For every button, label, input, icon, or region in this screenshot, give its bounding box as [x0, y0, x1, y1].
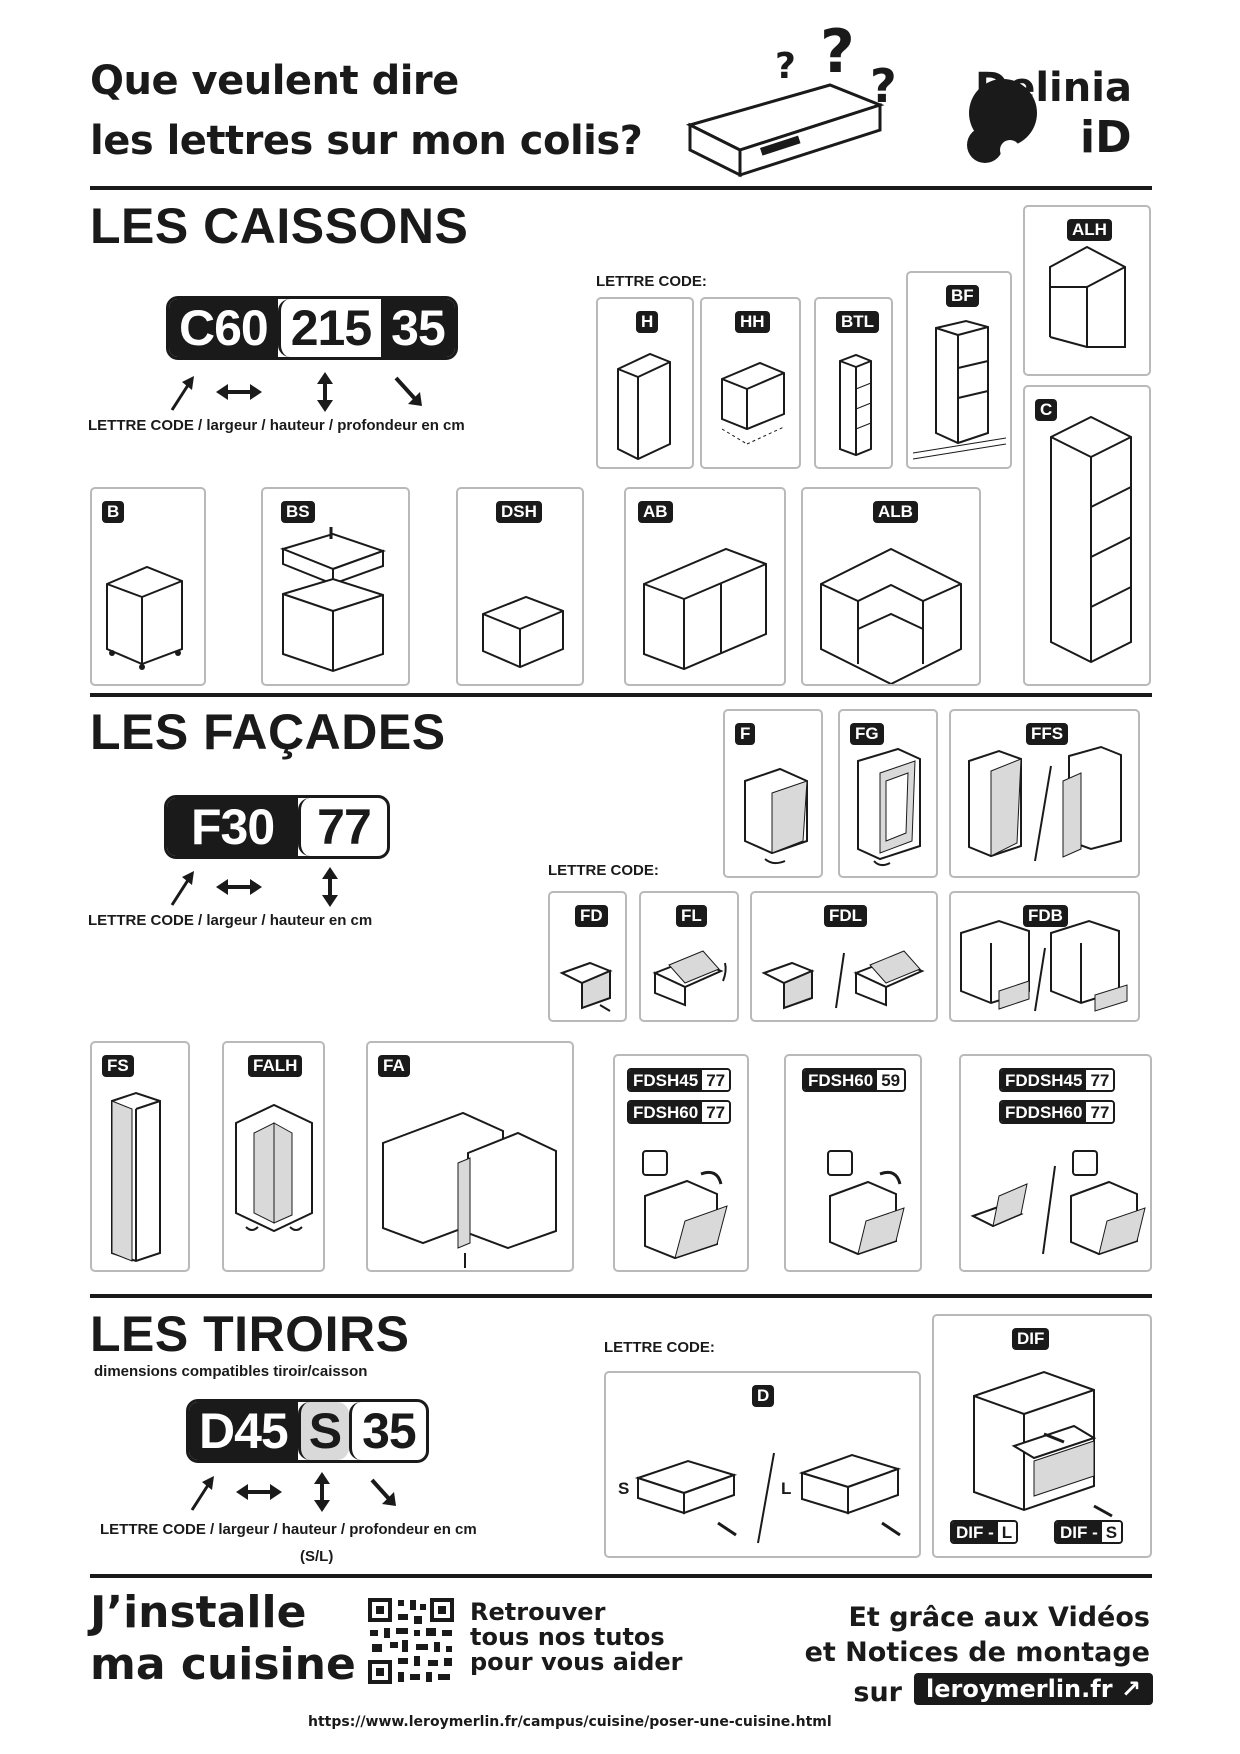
section-title-caissons: LES CAISSONS: [90, 198, 469, 254]
page-title-line1: Que veulent dire: [90, 58, 459, 104]
card-fdb: [949, 891, 1140, 1022]
drawer-code-caption-2: (S/L): [300, 1548, 334, 1565]
card-fd: [548, 891, 627, 1022]
qr-code[interactable]: [366, 1596, 456, 1686]
tag-dsh: DSH: [496, 501, 542, 523]
tag-dif: DIF: [1012, 1328, 1049, 1350]
install-line2: ma cuisine: [90, 1639, 356, 1690]
card-dsh: [456, 487, 584, 686]
tag-fa: FA: [378, 1055, 410, 1077]
card-fg: [838, 709, 938, 878]
card-c: [1023, 385, 1151, 686]
code-width: 215: [278, 299, 381, 357]
card-fdl: [750, 891, 938, 1022]
code-height: S: [298, 1402, 349, 1460]
card-bs: [261, 487, 410, 686]
dishwasher-code: FDSH60 59: [802, 1068, 906, 1092]
tutos-line2: tous nos tutos: [470, 1623, 665, 1651]
right-line1: Et grâce aux Vidéos: [848, 1602, 1150, 1633]
dimension-arrows: [180, 1470, 430, 1520]
page-title-line2: les lettres sur mon colis?: [90, 118, 643, 164]
drawer-code-caption: LETTRE CODE / largeur / hauteur / profondeur en cm: [100, 1521, 477, 1538]
tag-alh: ALH: [1067, 219, 1112, 241]
caisson-code-caption: LETTRE CODE / largeur / hauteur / profondeur en cm: [88, 417, 465, 434]
dif-code-l: DIF - L: [950, 1520, 1018, 1544]
divider: [90, 1294, 1152, 1298]
code-letter: F30: [167, 798, 298, 856]
tag-c: C: [1035, 399, 1057, 421]
tag-fl: FL: [676, 905, 707, 927]
tutos-line3: pour vous aider: [470, 1648, 683, 1676]
right-sur: sur: [853, 1677, 902, 1708]
lettre-code-label: LETTRE CODE:: [596, 273, 707, 290]
card-ffs: [949, 709, 1140, 878]
divider: [90, 693, 1152, 697]
card-dishwasher-1: [613, 1054, 749, 1272]
caisson-code-example: [166, 296, 458, 360]
tag-ffs: FFS: [1026, 723, 1068, 745]
dishwasher-code: FDDSH45 77: [999, 1068, 1115, 1092]
card-falh: [222, 1041, 325, 1272]
card-bf: [906, 271, 1012, 469]
package-question-illustration: [680, 10, 960, 180]
card-alh: [1023, 205, 1151, 376]
dishwasher-code: FDDSH60 77: [999, 1100, 1115, 1124]
dishwasher-code: FDSH60 77: [627, 1100, 731, 1124]
dif-code-s: DIF - S: [1054, 1520, 1123, 1544]
tag-fs: FS: [102, 1055, 134, 1077]
card-alb: [801, 487, 981, 686]
tag-d: D: [752, 1385, 774, 1407]
tag-ab: AB: [638, 501, 673, 523]
code-letter: D45: [189, 1402, 298, 1460]
card-hh: [700, 297, 801, 469]
right-line2: et Notices de montage: [804, 1637, 1150, 1668]
card-h: [596, 297, 694, 469]
card-ab: [624, 487, 786, 686]
divider: [90, 1574, 1152, 1578]
size-s-label: S: [618, 1479, 630, 1498]
tag-alb: ALB: [873, 501, 918, 523]
leroymerlin-link-button[interactable]: [914, 1673, 1153, 1705]
svg-text:?: ?: [870, 59, 897, 113]
card-fs: [90, 1041, 190, 1272]
tag-falh: FALH: [248, 1055, 302, 1077]
svg-text:?: ?: [775, 46, 796, 87]
facade-code-caption: LETTRE CODE / largeur / hauteur en cm: [88, 912, 373, 929]
card-fa: [366, 1041, 574, 1272]
dishwasher-code: FDSH45 77: [627, 1068, 731, 1092]
site-label: leroymerlin.fr: [926, 1675, 1113, 1703]
tag-fd: FD: [575, 905, 608, 927]
tag-hh: HH: [735, 311, 770, 333]
brand-sub: iD: [1080, 112, 1132, 163]
card-fl: [639, 891, 739, 1022]
card-b: [90, 487, 206, 686]
tag-btl: BTL: [836, 311, 879, 333]
lettre-code-label: LETTRE CODE:: [548, 862, 659, 879]
tutos-line1: Retrouver: [470, 1598, 606, 1626]
tag-bf: BF: [946, 285, 979, 307]
code-letter: C60: [169, 299, 278, 357]
lettre-code-label: LETTRE CODE:: [604, 1339, 715, 1356]
tag-h: H: [636, 311, 658, 333]
card-dishwasher-3: [959, 1054, 1152, 1272]
size-l-label: L: [781, 1479, 792, 1498]
code-depth: 35: [349, 1402, 426, 1460]
drawer-code-example: [186, 1399, 429, 1463]
card-d: [604, 1371, 921, 1558]
dimension-arrows: [160, 370, 460, 420]
tag-bs: BS: [281, 501, 315, 523]
tag-b: B: [102, 501, 124, 523]
tag-f: F: [735, 723, 755, 745]
card-btl: [814, 297, 893, 469]
dimension-arrows: [160, 865, 360, 915]
code-height: 77: [298, 798, 387, 856]
tag-fdb: FDB: [1023, 905, 1068, 927]
section-title-facades: LES FAÇADES: [90, 704, 446, 760]
svg-text:?: ?: [820, 17, 855, 87]
card-dishwasher-2: [784, 1054, 922, 1272]
code-depth: 35: [381, 299, 455, 357]
card-f: [723, 709, 823, 878]
tag-fg: FG: [850, 723, 884, 745]
install-line1: J’installe: [90, 1587, 307, 1638]
brand-name: Delinia: [975, 65, 1132, 111]
tiroirs-subtitle: dimensions compatibles tiroir/caisson: [94, 1363, 368, 1380]
section-title-tiroirs: LES TIROIRS: [90, 1306, 410, 1362]
cursor-icon: ↗: [1120, 1675, 1141, 1703]
tag-fdl: FDL: [824, 905, 867, 927]
facade-code-example: [164, 795, 390, 859]
card-dif: [932, 1314, 1152, 1558]
tutorial-url[interactable]: https://www.leroymerlin.fr/campus/cuisine/poser-une-cuisine.html: [308, 1714, 832, 1730]
divider: [90, 186, 1152, 190]
